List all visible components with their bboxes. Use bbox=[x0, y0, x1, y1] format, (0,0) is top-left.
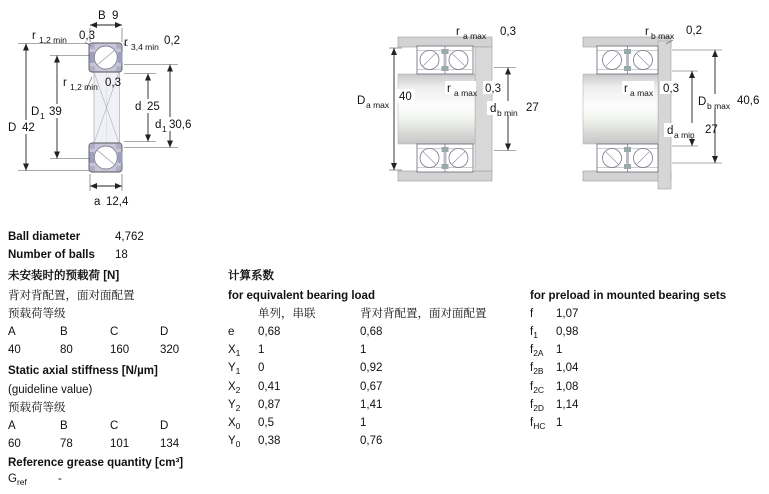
fig1-dim-r34-symbol: r bbox=[124, 37, 128, 49]
fig1-dim-r12mid-symbol: r bbox=[63, 77, 67, 89]
fig3-dim-ra-subscript: a max bbox=[630, 88, 654, 98]
fig3-dim-ra-symbol: r bbox=[624, 83, 628, 95]
ball-diameter-label: Ball diameter bbox=[8, 231, 81, 243]
fig1-dim-d1-subscript: 1 bbox=[162, 124, 167, 134]
fig2-dim-db-subscript: b min bbox=[497, 108, 518, 118]
fig2-dim-db-value: 27 bbox=[526, 102, 539, 114]
preload-row-f2b: $f_{2B}$ 1,04 bbox=[530, 362, 579, 376]
fig1-dim-D1-subscript: 1 bbox=[40, 111, 45, 121]
fig1-dim-a-value: 12,4 bbox=[106, 196, 129, 208]
fig1-dim-r12top-value: 0,3 bbox=[79, 30, 95, 42]
preload-row-f1: $f_1$ 0,98 bbox=[530, 326, 579, 340]
fig1-dim-r12mid-subscript: 1,2 min bbox=[70, 82, 98, 92]
fig2-dim-ra-top-subscript: a max bbox=[463, 31, 487, 41]
fig1-dim-a-symbol: a bbox=[94, 196, 101, 208]
calc-row-x1: $X_1$ 1 1 bbox=[228, 344, 367, 358]
preload-header-c: C bbox=[110, 326, 119, 338]
fig3-dim-rb-symbol: r bbox=[645, 26, 649, 38]
calc-row-e: e 0,68 0,68 bbox=[228, 326, 383, 338]
stiffness-value-c: 101 bbox=[110, 438, 130, 450]
grease-row bbox=[0, 472, 769, 488]
fig3-dim-Db-symbol: D bbox=[698, 96, 707, 108]
number-of-balls-value: 18 bbox=[115, 249, 128, 261]
stiffness-class-label: 预载荷等级 bbox=[8, 402, 66, 414]
fig2-dim-ra-top-symbol: r bbox=[456, 26, 460, 38]
preload-header-d: D bbox=[160, 326, 169, 338]
fig1-dim-D-value: 42 bbox=[22, 122, 35, 134]
calc-row-x2: $X_2$ 0,41 0,67 bbox=[228, 381, 383, 395]
fig3-dim-da-symbol: d bbox=[667, 125, 674, 137]
stiffness-value-b: 78 bbox=[60, 438, 73, 450]
fig2-dim-ra-mid-subscript: a max bbox=[454, 88, 478, 98]
fig1-dim-D1-value: 39 bbox=[49, 106, 62, 118]
fig3-dim-da-value: 27 bbox=[705, 124, 718, 136]
fig2-dim-Da-symbol: D bbox=[357, 95, 366, 107]
calc-row-y2: $Y_2$ 0,87 1,41 bbox=[228, 399, 383, 413]
fig1-dim-r12top-symbol: r bbox=[32, 30, 36, 42]
fig1-dim-r34-value: 0,2 bbox=[164, 35, 180, 47]
calc-row-y1: $Y_1$ 0 0,92 bbox=[228, 362, 383, 376]
calc-row-y0: $Y_0$ 0,38 0,76 bbox=[228, 435, 383, 449]
preload-header-a: A bbox=[8, 326, 16, 338]
preload-row-f2d: $f_{2D}$ 1,14 bbox=[530, 399, 579, 413]
stiffness-subtitle: (guideline value) bbox=[8, 384, 93, 396]
fig1-dim-d1-value: 30,6 bbox=[169, 119, 192, 131]
fig3-dim-da-subscript: a min bbox=[674, 130, 695, 140]
fig2-dim-Da-value: 40 bbox=[399, 91, 412, 103]
preload-unmounted-title: 未安装时的预载荷 [N] bbox=[8, 270, 120, 282]
grease-value: - bbox=[58, 473, 63, 485]
fig3-dim-Db-value: 40,6 bbox=[737, 95, 760, 107]
calc-row-x0: $X_0$ 0,5 1 bbox=[228, 417, 367, 431]
preload-value-b: 80 bbox=[60, 344, 73, 356]
fig3-dim-rb-subscript: b max bbox=[651, 31, 675, 41]
calc-col2-header: 背对背配置，面对面配置 bbox=[360, 308, 487, 320]
grease-title: Reference grease quantity [cm³] bbox=[8, 457, 184, 469]
preload-unmounted-subtitle: 背对背配置，面对面配置 bbox=[8, 290, 135, 302]
number-of-balls-row bbox=[0, 248, 769, 264]
ball-diameter-row bbox=[0, 230, 769, 246]
fig1-dim-d-value: 25 bbox=[147, 101, 160, 113]
preload-value-d: 320 bbox=[160, 344, 180, 356]
grease-symbol: $G_{ref}$ bbox=[8, 473, 27, 487]
stiffness-value-a: 60 bbox=[8, 438, 21, 450]
number-of-balls-label: Number of balls bbox=[8, 249, 95, 261]
stiffness-header-a: A bbox=[8, 420, 16, 432]
fig1-dim-r12mid-value: 0,3 bbox=[105, 77, 121, 89]
calc-factors-subtitle: for equivalent bearing load bbox=[228, 290, 375, 302]
fig1-dim-B-symbol: B bbox=[98, 10, 106, 22]
preload-value-c: 160 bbox=[110, 344, 130, 356]
preload-row-f2a: $f_{2A}$ 1 bbox=[530, 344, 563, 358]
fig1-dim-r34-subscript: 3,4 min bbox=[131, 42, 159, 52]
preload-row-fhc: $f_{HC}$ 1 bbox=[530, 417, 563, 431]
stiffness-header-b: B bbox=[60, 420, 68, 432]
preload-class-label: 预载荷等级 bbox=[8, 308, 66, 320]
fig2-dim-ra-mid-value: 0,3 bbox=[485, 83, 501, 95]
calc-col1-header: 单列，串联 bbox=[258, 308, 316, 320]
fig1-dim-d-symbol: d bbox=[135, 101, 142, 113]
stiffness-value-d: 134 bbox=[160, 438, 180, 450]
fig3-dim-ra-value: 0,3 bbox=[663, 83, 679, 95]
calc-factors-title: 计算系数 bbox=[228, 270, 274, 282]
preload-value-a: 40 bbox=[8, 344, 21, 356]
ball-diameter-value: 4,762 bbox=[115, 231, 144, 243]
fig3-dim-rb-value: 0,2 bbox=[686, 25, 702, 37]
preload-row-f2c: $f_{2C}$ 1,08 bbox=[530, 381, 579, 395]
fig2-dim-ra-top-value: 0,3 bbox=[500, 26, 516, 38]
fig2-dim-ra-mid-symbol: r bbox=[447, 83, 451, 95]
fig2-dim-Da-subscript: a max bbox=[366, 100, 390, 110]
preload-factors-title: for preload in mounted bearing sets bbox=[530, 290, 727, 302]
fig1-dim-r12top-subscript: 1,2 min bbox=[39, 35, 67, 45]
fig3-dim-Db-subscript: b max bbox=[707, 101, 731, 111]
stiffness-header-c: C bbox=[110, 420, 119, 432]
fig2-dim-db-symbol: d bbox=[490, 103, 497, 115]
fig1-dim-D1-symbol: D bbox=[31, 106, 40, 118]
stiffness-header-d: D bbox=[160, 420, 169, 432]
fig1-dim-d1-symbol: d bbox=[155, 119, 162, 131]
fig1-dim-B-value: 9 bbox=[112, 10, 119, 22]
preload-header-b: B bbox=[60, 326, 68, 338]
preload-row-f: f 1,07 bbox=[530, 308, 579, 320]
stiffness-title: Static axial stiffness [N/µm] bbox=[8, 365, 158, 377]
fig1-dim-D-symbol: D bbox=[8, 122, 17, 134]
